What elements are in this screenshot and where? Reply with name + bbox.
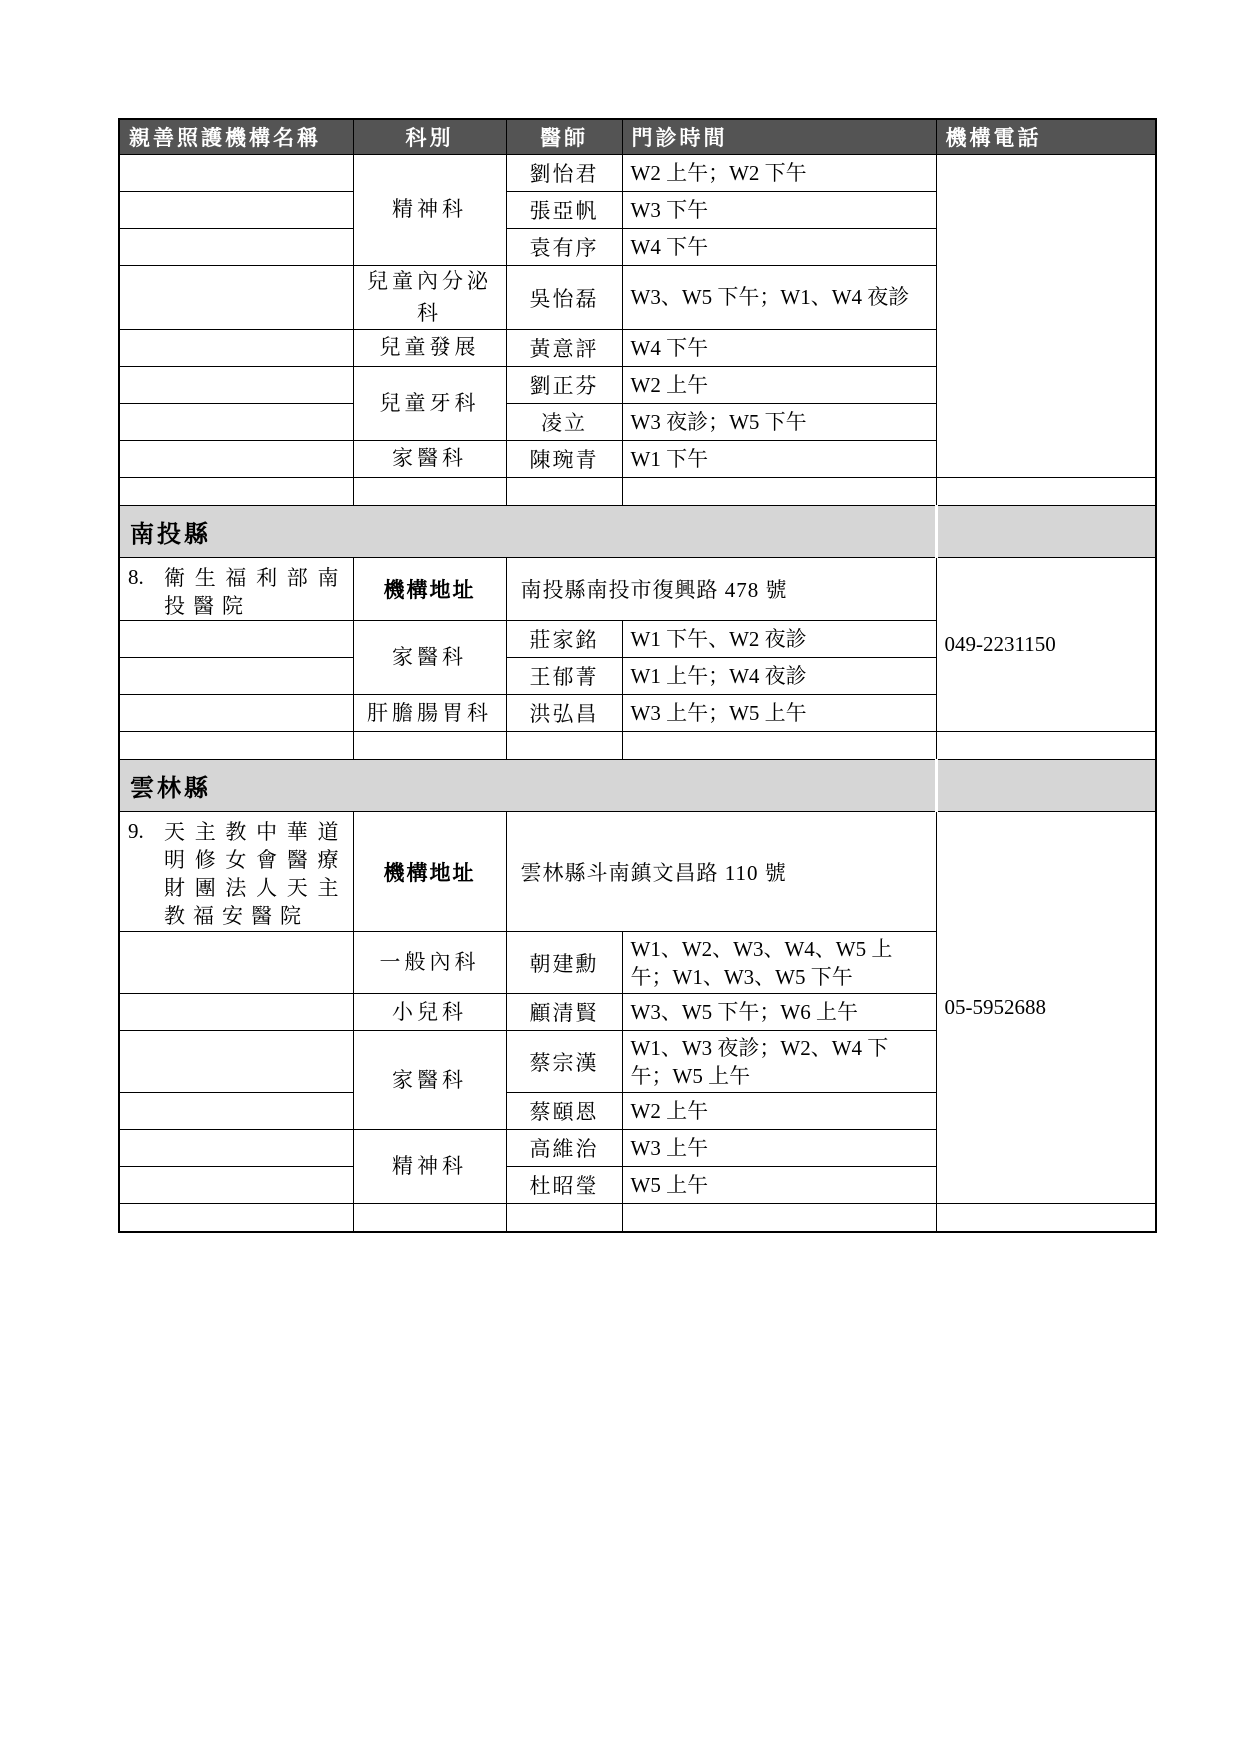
header-clinic-hours: 門診時間 bbox=[622, 119, 936, 155]
hours-cell: W4 下午 bbox=[622, 330, 936, 367]
hours-cell: W3 下午 bbox=[622, 192, 936, 229]
hours-cell: W3 夜診；W5 下午 bbox=[622, 404, 936, 441]
empty-cell bbox=[119, 192, 353, 229]
doctor-cell: 劉正芬 bbox=[506, 367, 622, 404]
empty-cell bbox=[506, 478, 622, 506]
empty-cell bbox=[622, 478, 936, 506]
department-cell: 兒童發展 bbox=[353, 330, 506, 367]
hours-cell: W2 上午 bbox=[622, 1093, 936, 1130]
hours-cell: W3、W5 下午；W1、W4 夜診 bbox=[622, 266, 936, 330]
empty-cell bbox=[119, 1093, 353, 1130]
clinic-schedule-table bbox=[118, 118, 1157, 1233]
empty-cell bbox=[353, 732, 506, 760]
empty-cell bbox=[936, 1204, 1156, 1232]
hours-cell: W2 上午；W2 下午 bbox=[622, 155, 936, 192]
doctor-cell: 杜昭瑩 bbox=[506, 1167, 622, 1204]
section-row-yunlin bbox=[119, 760, 1156, 812]
department-cell: 精神科 bbox=[353, 1130, 506, 1204]
hours-cell: W1 下午、W2 夜診 bbox=[622, 621, 936, 658]
hours-cell: W1 下午 bbox=[622, 441, 936, 478]
table-header-row bbox=[119, 119, 1156, 155]
institution-row bbox=[119, 812, 1156, 932]
doctor-cell: 陳琬青 bbox=[506, 441, 622, 478]
empty-cell bbox=[506, 732, 622, 760]
empty-cell bbox=[119, 266, 353, 330]
header-phone: 機構電話 bbox=[936, 119, 1156, 155]
department-cell: 家醫科 bbox=[353, 441, 506, 478]
institution-name-text: 天主教中華道明修女會醫療財團法人天主教福安醫院 bbox=[164, 820, 347, 928]
doctor-cell: 高維治 bbox=[506, 1130, 622, 1167]
header-doctor: 醫師 bbox=[506, 119, 622, 155]
header-institution-name: 親善照護機構名稱 bbox=[119, 119, 353, 155]
address-cell: 雲林縣斗南鎮文昌路 110 號 bbox=[506, 812, 936, 932]
doctor-cell: 吳怡磊 bbox=[506, 266, 622, 330]
department-cell: 小兒科 bbox=[353, 994, 506, 1031]
doctor-cell: 凌立 bbox=[506, 404, 622, 441]
doctor-cell: 莊家銘 bbox=[506, 621, 622, 658]
department-cell: 兒童牙科 bbox=[353, 367, 506, 441]
empty-cell bbox=[119, 404, 353, 441]
hours-cell: W2 上午 bbox=[622, 367, 936, 404]
empty-cell bbox=[119, 658, 353, 695]
institution-name-text: 衛生福利部南投醫院 bbox=[164, 566, 347, 618]
empty-cell bbox=[119, 229, 353, 266]
department-cell: 家醫科 bbox=[353, 1031, 506, 1130]
address-cell: 南投縣南投市復興路 478 號 bbox=[506, 558, 936, 621]
empty-cell bbox=[622, 1204, 936, 1232]
institution-number: 8. bbox=[128, 565, 144, 589]
institution-name bbox=[120, 565, 353, 620]
empty-cell bbox=[936, 732, 1156, 760]
empty-cell bbox=[119, 994, 353, 1031]
doctor-cell: 朝建勳 bbox=[506, 932, 622, 994]
hours-cell: W3 上午 bbox=[622, 1130, 936, 1167]
empty-cell bbox=[119, 932, 353, 994]
empty-cell bbox=[506, 1204, 622, 1232]
table-row bbox=[119, 155, 1156, 192]
empty-cell bbox=[119, 732, 353, 760]
empty-cell bbox=[119, 155, 353, 192]
empty-cell bbox=[119, 441, 353, 478]
department-cell: 兒童內分泌科 bbox=[353, 266, 506, 330]
hours-cell: W5 上午 bbox=[622, 1167, 936, 1204]
empty-cell bbox=[119, 1130, 353, 1167]
section-title: 雲林縣 bbox=[119, 760, 936, 812]
header-department: 科別 bbox=[353, 119, 506, 155]
empty-cell bbox=[119, 478, 353, 506]
hours-cell: W3 上午；W5 上午 bbox=[622, 695, 936, 732]
hours-cell: W4 下午 bbox=[622, 229, 936, 266]
doctor-cell: 蔡宗漢 bbox=[506, 1031, 622, 1093]
hours-cell: W1、W2、W3、W4、W5 上午；W1、W3、W5 下午 bbox=[622, 932, 936, 994]
spacer-row bbox=[119, 732, 1156, 760]
empty-cell bbox=[936, 478, 1156, 506]
section-phone-cell bbox=[936, 506, 1156, 558]
department-cell: 精神科 bbox=[353, 155, 506, 266]
phone-cell: 05-5952688 bbox=[936, 812, 1156, 1204]
phone-cell bbox=[936, 155, 1156, 478]
institution-name bbox=[120, 819, 353, 930]
phone-cell: 049-2231150 bbox=[936, 558, 1156, 732]
doctor-cell: 蔡頤恩 bbox=[506, 1093, 622, 1130]
spacer-row bbox=[119, 478, 1156, 506]
department-cell: 家醫科 bbox=[353, 621, 506, 695]
doctor-cell: 顧清賢 bbox=[506, 994, 622, 1031]
empty-cell bbox=[119, 695, 353, 732]
hours-cell: W1 上午；W4 夜診 bbox=[622, 658, 936, 695]
empty-cell bbox=[353, 478, 506, 506]
institution-number: 9. bbox=[128, 819, 144, 844]
address-label: 機構地址 bbox=[353, 812, 506, 932]
section-row-nantou bbox=[119, 506, 1156, 558]
doctor-cell: 王郁菁 bbox=[506, 658, 622, 695]
empty-cell bbox=[119, 330, 353, 367]
address-label: 機構地址 bbox=[353, 558, 506, 621]
hours-cell: W1、W3 夜診；W2、W4 下午；W5 上午 bbox=[622, 1031, 936, 1093]
empty-cell bbox=[119, 621, 353, 658]
doctor-cell: 洪弘昌 bbox=[506, 695, 622, 732]
section-phone-cell bbox=[936, 760, 1156, 812]
doctor-cell: 黃意評 bbox=[506, 330, 622, 367]
department-cell: 肝膽腸胃科 bbox=[353, 695, 506, 732]
institution-name-cell bbox=[119, 558, 353, 621]
empty-cell bbox=[119, 1167, 353, 1204]
doctor-cell: 劉怡君 bbox=[506, 155, 622, 192]
doctor-cell: 袁有序 bbox=[506, 229, 622, 266]
section-title: 南投縣 bbox=[119, 506, 936, 558]
empty-cell bbox=[119, 1031, 353, 1093]
empty-cell bbox=[119, 367, 353, 404]
hours-cell: W3、W5 下午；W6 上午 bbox=[622, 994, 936, 1031]
empty-cell bbox=[622, 732, 936, 760]
doctor-cell: 張亞帆 bbox=[506, 192, 622, 229]
empty-cell bbox=[353, 1204, 506, 1232]
spacer-row bbox=[119, 1204, 1156, 1232]
department-cell: 一般內科 bbox=[353, 932, 506, 994]
empty-cell bbox=[119, 1204, 353, 1232]
institution-name-cell bbox=[119, 812, 353, 932]
institution-row bbox=[119, 558, 1156, 621]
